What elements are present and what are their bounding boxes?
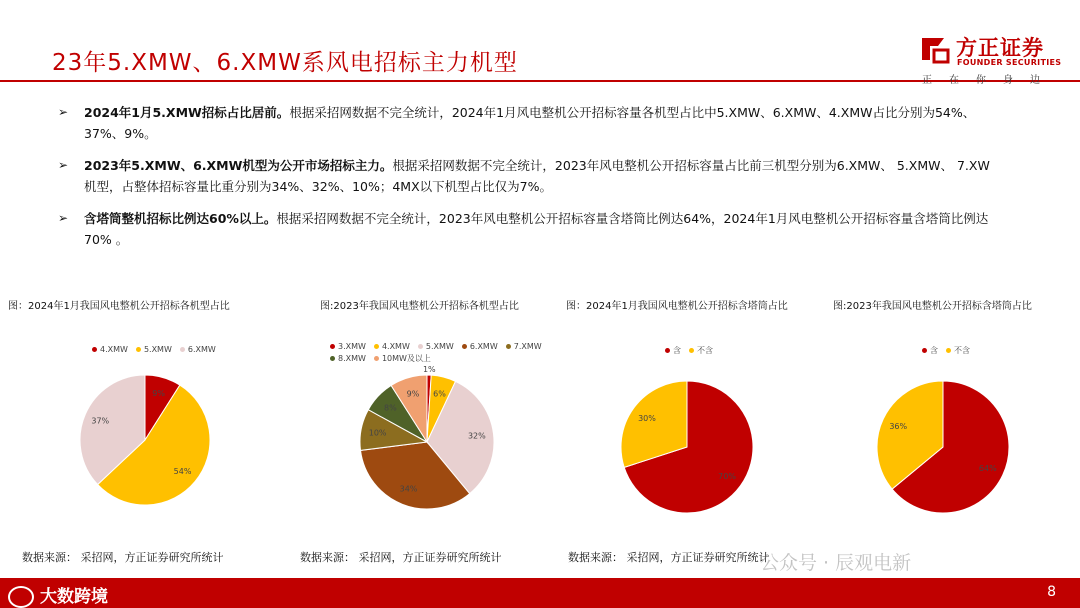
legend-label: 4.XMW [381, 342, 410, 351]
company-logo [920, 32, 1070, 84]
legend-item [92, 345, 128, 354]
legend-swatch [330, 356, 335, 361]
chart-legend [922, 345, 1042, 356]
legend-label: 不含 [954, 346, 970, 355]
legend-item [374, 353, 431, 364]
page-title: 23年5.XMW、6.XMW系风电招标主力机型 [52, 50, 518, 76]
pie-data-label: 9% [406, 389, 420, 399]
legend-label: 6.XMW [187, 345, 216, 354]
pie-data-label: 37% [91, 416, 110, 426]
pie-data-label: 32% [467, 431, 486, 441]
pie-data-label: 10% [368, 428, 387, 438]
chart-title-2023-model-share: 图:2023年我国风电整机公开招标各机型占比 [320, 301, 519, 312]
bullet-lead: 2024年1月5.XMW招标占比居前。 [84, 105, 290, 120]
legend-item [506, 342, 542, 351]
legend-swatch [330, 344, 335, 349]
pie-chart-2024-tower-share [620, 380, 755, 515]
legend-label: 含 [930, 346, 938, 355]
chart-source: 数据来源： 采招网，方正证券研究所统计 [568, 551, 770, 564]
pie-data-label: 54% [173, 467, 192, 477]
legend-item [946, 345, 970, 356]
legend-label: 不含 [697, 346, 713, 355]
watermark: 公众号 · 辰观电新 [760, 552, 912, 574]
pie-chart-2023-tower-share [876, 380, 1011, 515]
legend-item [418, 342, 454, 351]
legend-swatch [665, 348, 670, 353]
pie-data-label: 9% [152, 389, 165, 399]
founder-logo-icon [920, 34, 950, 64]
chart-source: 数据来源： 采招网，方正证券研究所统计 [22, 551, 224, 564]
legend-label: 8.XMW [338, 354, 366, 363]
legend-swatch [922, 348, 927, 353]
legend-label: 含 [673, 346, 681, 355]
chart-title-2023-tower-share: 图:2023年我国风电整机公开招标含塔筒占比 [833, 301, 1032, 312]
pie-data-label: 6% [433, 389, 446, 399]
legend-label: 10MW及以上 [381, 354, 431, 363]
arrow-bullet-icon: ➢ [58, 158, 69, 172]
logo-cn-name: 方正证券 [956, 36, 1044, 60]
legend-item [374, 342, 410, 351]
bullet-list [58, 102, 998, 261]
bullet-lead: 含塔筒整机招标比例达60%以上。 [84, 211, 277, 226]
pie-data-label: 1% [422, 365, 436, 375]
bullet-item [58, 155, 998, 197]
legend-label: 7.XMW [513, 342, 542, 351]
legend-label: 3.XMW [338, 342, 366, 351]
pie-data-label: 64% [978, 464, 997, 474]
legend-item [689, 345, 713, 356]
legend-item [922, 345, 938, 356]
logo-slogan: 正在你身边 [922, 75, 1057, 86]
legend-swatch [946, 348, 951, 353]
legend-swatch [374, 356, 379, 361]
chart-legend [665, 345, 785, 356]
legend-item [665, 345, 681, 356]
bullet-text: 根据采招网数据不完全统计，2023年风电整机公开招标容量占比前三机型分别为6.XMW、 5.XMW、 7.XW机型，占整体招标容量比重分别为34%、32%、10%；4MX以下机型占比仅为7%。 [84, 158, 990, 194]
legend-swatch [689, 348, 694, 353]
arrow-bullet-icon: ➢ [58, 211, 69, 225]
page-number: 8 [1047, 584, 1056, 600]
bullet-item [58, 102, 998, 144]
legend-swatch [462, 344, 467, 349]
pie-chart-2024-model-share [70, 375, 220, 505]
bullet-text: 根据采招网数据不完全统计，2023年风电整机公开招标容量含塔筒比例达64%，2024年1月风电整机公开招标容量含塔筒比例达70% 。 [84, 211, 989, 247]
pie-data-label: 36% [889, 421, 908, 431]
legend-label: 6.XMW [469, 342, 498, 351]
bullet-lead: 2023年5.XMW、6.XMW机型为公开市场招标主力。 [84, 158, 393, 173]
footer-brand [8, 582, 108, 608]
legend-swatch [92, 347, 97, 352]
bullet-item [58, 208, 998, 250]
pie-data-label: 8% [384, 403, 397, 413]
logo-en-name: FOUNDER SECURITIES [957, 58, 1062, 67]
pie-data-label: 70% [718, 472, 736, 482]
chart-legend [330, 342, 570, 364]
chart-title-2024-model-share: 图：2024年1月我国风电整机公开招标各机型占比 [8, 301, 230, 312]
legend-swatch [180, 347, 185, 352]
legend-label: 5.XMW [143, 345, 172, 354]
arrow-bullet-icon: ➢ [58, 105, 69, 119]
legend-item [180, 345, 216, 354]
chart-title-2024-tower-share: 图：2024年1月我国风电整机公开招标含塔筒占比 [566, 301, 788, 312]
legend-swatch [418, 344, 423, 349]
legend-item [330, 353, 366, 364]
pie-data-label: 30% [638, 413, 656, 423]
legend-swatch [374, 344, 379, 349]
chart-source: 数据来源： 采招网，方正证券研究所统计 [300, 551, 502, 564]
footer-bar [0, 578, 1080, 608]
legend-item [136, 345, 172, 354]
legend-swatch [506, 344, 511, 349]
pie-chart-2023-model-share [362, 365, 492, 510]
bullet-text: 根据采招网数据不完全统计，2024年1月风电整机公开招标容量各机型占比中5.XMW、6.XMW、4.XMW占比分别为54%、37%、9%。 [84, 105, 976, 141]
legend-swatch [136, 347, 141, 352]
pie-data-label: 34% [399, 484, 418, 494]
legend-label: 4.XMW [100, 345, 128, 354]
legend-item [462, 342, 498, 351]
footer-brand-text: 大数跨境 [40, 587, 108, 607]
brand-logo-icon [8, 586, 34, 608]
title-divider [0, 80, 1080, 82]
chart-legend [92, 345, 252, 354]
legend-label: 5.XMW [425, 342, 454, 351]
legend-item [330, 342, 366, 351]
